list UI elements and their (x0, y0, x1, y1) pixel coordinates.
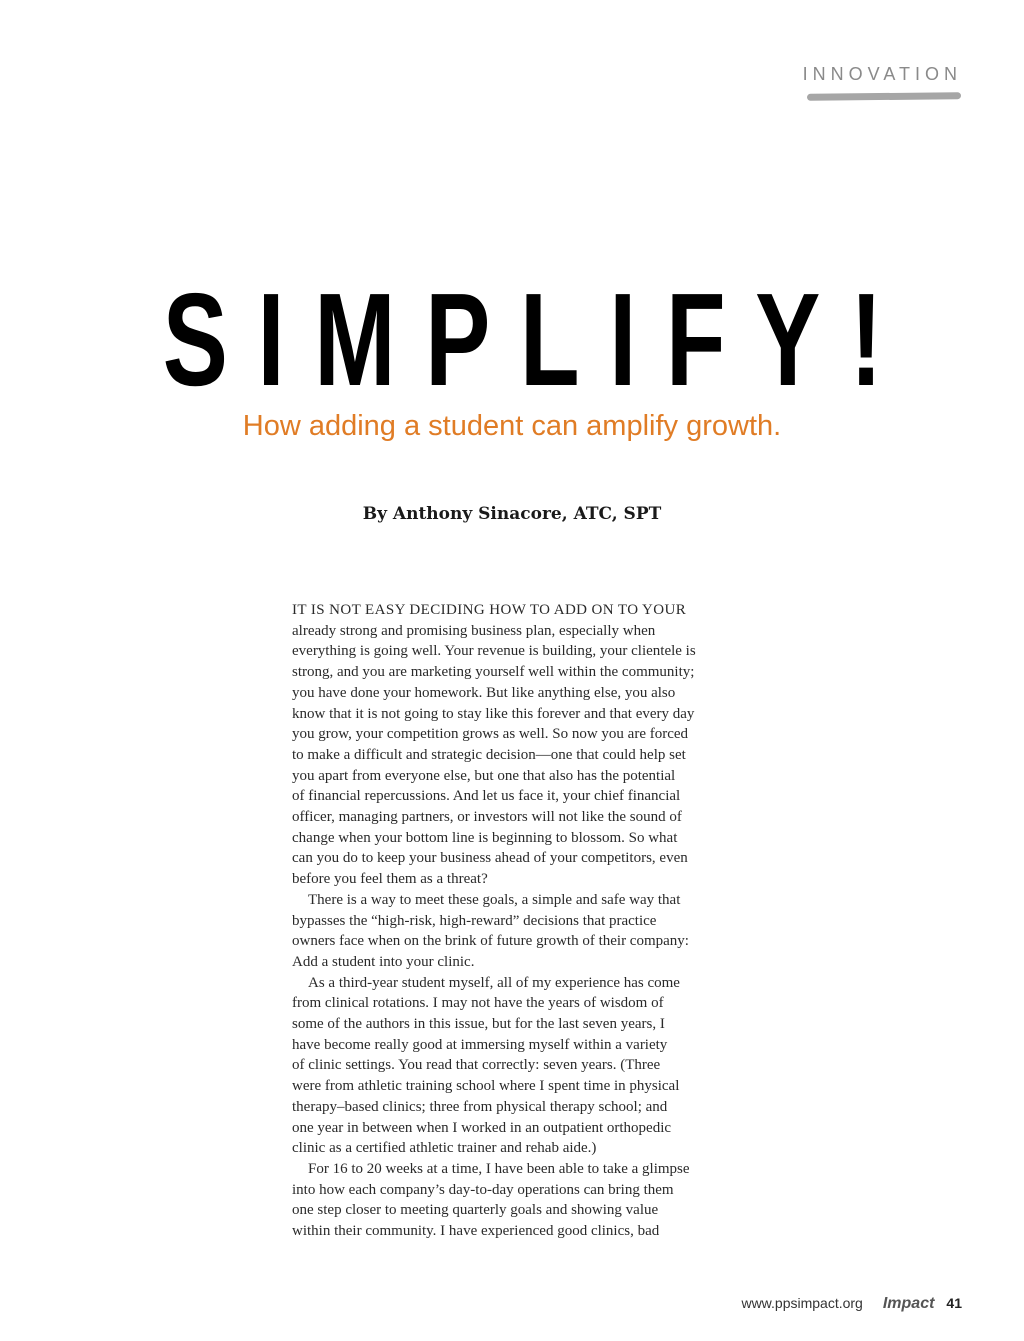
body-line: clinic as a certified athletic trainer and rehab aide.) (292, 1140, 597, 1157)
article-title: SIMPLIFY! (162, 266, 913, 413)
body-line: everything is going well. Your revenue is building, your clientele is (292, 643, 696, 660)
page-number: 41 (946, 1295, 962, 1311)
article-body (292, 600, 742, 1242)
body-line: know that it is not going to stay like this forever and that every day (292, 705, 695, 722)
body-line: There is a way to meet these goals, a simple and safe way that (308, 891, 681, 908)
body-line: change when your bottom line is beginning to blossom. So what (292, 829, 678, 846)
body-line: you apart from everyone else, but one that also has the potential (292, 767, 676, 784)
body-line: of clinic settings. You read that correctly: seven years. (Three (292, 1057, 661, 1074)
body-line: you grow, your competition grows as well. So now you are forced (292, 726, 689, 743)
body-line: bypasses the “high-risk, high-reward” decisions that practice (292, 912, 657, 929)
body-line: were from athletic training school where I spent time in physical (292, 1078, 680, 1095)
body-line: some of the authors in this issue, but for the last seven years, I (292, 1016, 665, 1033)
body-line: already strong and promising business plan, especially when (292, 622, 656, 639)
body-line: For 16 to 20 weeks at a time, I have been able to take a glimpse (308, 1160, 690, 1177)
body-line: Add a student into your clinic. (292, 953, 475, 970)
body-line: strong, and you are marketing yourself well within the community; (292, 664, 695, 681)
section-underline (807, 92, 961, 101)
body-line: into how each company’s day-to-day operations can bring them (292, 1181, 674, 1198)
footer-brand-logo: Impact (882, 1295, 935, 1312)
body-line: As a third-year student myself, all of my experience has come (308, 974, 680, 991)
body-line: therapy–based clinics; three from physical therapy school; and (292, 1098, 668, 1115)
body-line: to make a difficult and strategic decision—one that could help set (292, 746, 686, 763)
body-line: of financial repercussions. And let us face it, your chief financial (292, 788, 681, 805)
body-line: from clinical rotations. I may not have the years of wisdom of (292, 995, 664, 1012)
footer-url[interactable]: www.ppsimpact.org (741, 1295, 863, 1311)
body-line: you have done your homework. But like anything else, you also (292, 684, 676, 701)
article-subtitle: How adding a student can amplify growth. (242, 410, 782, 442)
body-line: one year in between when I worked in an outpatient orthopedic (292, 1119, 672, 1136)
page-footer (741, 1295, 962, 1315)
body-line: have become really good at immersing myself within a variety (292, 1036, 668, 1053)
body-line: IT IS NOT EASY DECIDING HOW TO ADD ON TO YOUR (292, 602, 687, 618)
body-line: can you do to keep your business ahead of your competitors, even (292, 850, 688, 867)
section-label: INNOVATION (802, 64, 962, 84)
body-line: one step closer to meeting quarterly goals and showing value (292, 1202, 659, 1219)
article-byline: By Anthony Sinacore, ATC, SPT (362, 504, 662, 524)
body-line: within their community. I have experienced good clinics, bad (292, 1223, 660, 1240)
body-line: owners face when on the brink of future growth of their company: (292, 933, 689, 950)
body-line: before you feel them as a threat? (292, 871, 488, 888)
body-line: officer, managing partners, or investors will not like the sound of (292, 809, 682, 826)
